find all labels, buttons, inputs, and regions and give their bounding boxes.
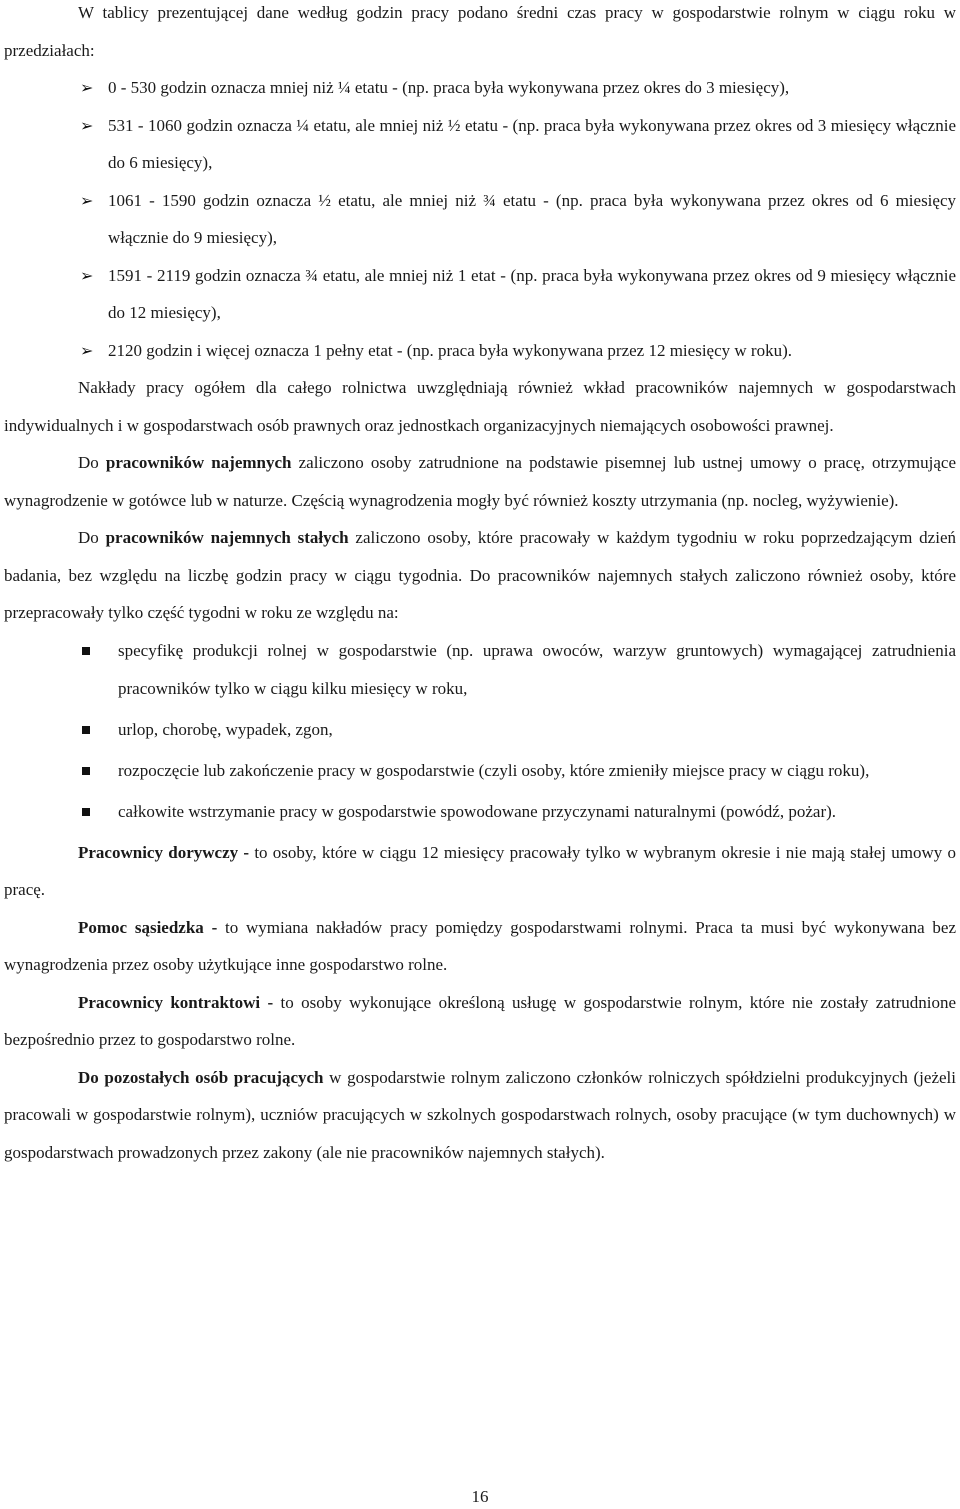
- arrow-bullet-icon: ➢: [80, 340, 94, 360]
- term-neighbor-help: Pomoc sąsiedzka -: [78, 917, 218, 937]
- arrow-bullet-icon: ➢: [80, 78, 94, 97]
- hours-ranges-list: [4, 69, 956, 369]
- square-bullet-icon: [82, 726, 90, 734]
- list-item: ➢ 2120 godzin i więcej oznacza 1 pełny etat - (np. praca była wykonywana przez 12 miesięcy w roku).: [4, 332, 956, 370]
- labor-input-paragraph: Nakłady pracy ogółem dla całego rolnictwa uwzględniają również wkład pracowników najemnych w gospodarstwach indywidualnych i w gospodarstwach osób prawnych oraz jednostkach organizacyjnych niemających osobowości prawnej.: [4, 378, 956, 435]
- reasons-list: [4, 632, 956, 831]
- term-contract-workers: Pracownicy kontraktowi -: [78, 992, 274, 1012]
- list-item: urlop, chorobę, wypadek, zgon,: [4, 711, 956, 749]
- square-bullet-icon: [82, 808, 90, 816]
- list-item: ➢ 1061 - 1590 godzin oznacza ½ etatu, ale mniej niż ¾ etatu - (np. praca była wykonywana przez okres od 6 miesięcy włącznie do 9 miesięcy),: [4, 182, 956, 257]
- list-item: specyfikę produkcji rolnej w gospodarstwie (np. uprawa owoców, warzyw gruntowych) wymagającej zatrudnienia pracowników tylko w ciągu kilku miesięcy w roku,: [4, 632, 956, 708]
- list-item: całkowite wstrzymanie pracy w gospodarstwie spowodowane przyczynami naturalnymi (powódź, pożar).: [4, 793, 956, 831]
- arrow-bullet-icon: ➢: [80, 190, 94, 210]
- page-number: 16: [471, 1487, 489, 1506]
- term-other-workers: Do pozostałych osób pracujących: [78, 1067, 324, 1087]
- list-item: ➢ 1591 - 2119 godzin oznacza ¾ etatu, ale mniej niż 1 etat - (np. praca była wykonywana przez okres od 9 miesięcy włącznie do 12 miesięcy),: [4, 257, 956, 332]
- hired-workers-paragraph: Do pracowników najemnych zaliczono osoby zatrudnione na podstawie pisemnej lub ustnej umowy o pracę, otrzymujące wynagrodzenie w gotówce lub w naturze. Częścią wynagrodzenia mogły być również koszty utrzymania (np. nocleg, wyżywienie).: [4, 453, 957, 510]
- list-item: ➢ 531 - 1060 godzin oznacza ¼ etatu, ale mniej niż ½ etatu - (np. praca była wykonywana przez okres od 3 miesięcy włącznie do 6 miesięcy),: [4, 107, 956, 182]
- casual-workers-paragraph: Pracownicy dorywczy - to osoby, które w ciągu 12 miesięcy pracowały tylko w wybranym okresie i nie mają stałej umowy o pracę.: [4, 842, 956, 899]
- intro-paragraph: W tablicy prezentującej dane według godzin pracy podano średni czas pracy w gospodarstwie rolnym w ciągu roku w przedziałach:: [4, 3, 956, 60]
- list-item: rozpoczęcie lub zakończenie pracy w gospodarstwie (czyli osoby, które zmieniły miejsce pracy w ciągu roku),: [4, 752, 956, 790]
- arrow-bullet-icon: ➢: [80, 115, 94, 135]
- list-item: ➢ 0 - 530 godzin oznacza mniej niż ¼ etatu - (np. praca była wykonywana przez okres do 3 miesięcy),: [4, 69, 956, 107]
- term-hired-workers: pracowników najemnych: [105, 453, 292, 472]
- square-bullet-icon: [82, 647, 90, 655]
- term-permanent-workers: pracowników najemnych stałych: [105, 528, 349, 547]
- other-workers-paragraph: Do pozostałych osób pracujących w gospodarstwie rolnym zaliczono członków rolniczych spółdzielni produkcyjnych (jeżeli pracowali w gospodarstwie rolnym), uczniów pracujących w szkolnych gospodarstwach rolnych, osoby pracujące (w tym duchownych) w gospodarstwach prowadzonych przez zakony (ale nie pracowników najemnych stałych).: [4, 1067, 956, 1162]
- document-page: [4, 0, 956, 1171]
- neighbor-help-paragraph: Pomoc sąsiedzka - to wymiana nakładów pracy pomiędzy gospodarstwami rolnymi. Praca ta musi być wykonywana bez wynagrodzenia przez osoby użytkujące inne gospodarstwo rolne.: [4, 917, 956, 974]
- permanent-workers-paragraph: Do pracowników najemnych stałych zaliczono osoby, które pracowały w każdym tygodniu w roku poprzedzającym dzień badania, bez względu na liczbę godzin pracy w ciągu tygodnia. Do pracowników najemnych stałych zaliczono również osoby, które przepracowały tylko część tygodni w roku ze względu na:: [4, 528, 956, 622]
- contract-workers-paragraph: Pracownicy kontraktowi - to osoby wykonujące określoną usługę w gospodarstwie rolnym, które nie zostały zatrudnione bezpośrednio przez to gospodarstwo rolne.: [4, 992, 956, 1049]
- term-casual-workers: Pracownicy dorywczy -: [78, 842, 250, 862]
- arrow-bullet-icon: ➢: [80, 265, 94, 285]
- square-bullet-icon: [82, 767, 90, 775]
